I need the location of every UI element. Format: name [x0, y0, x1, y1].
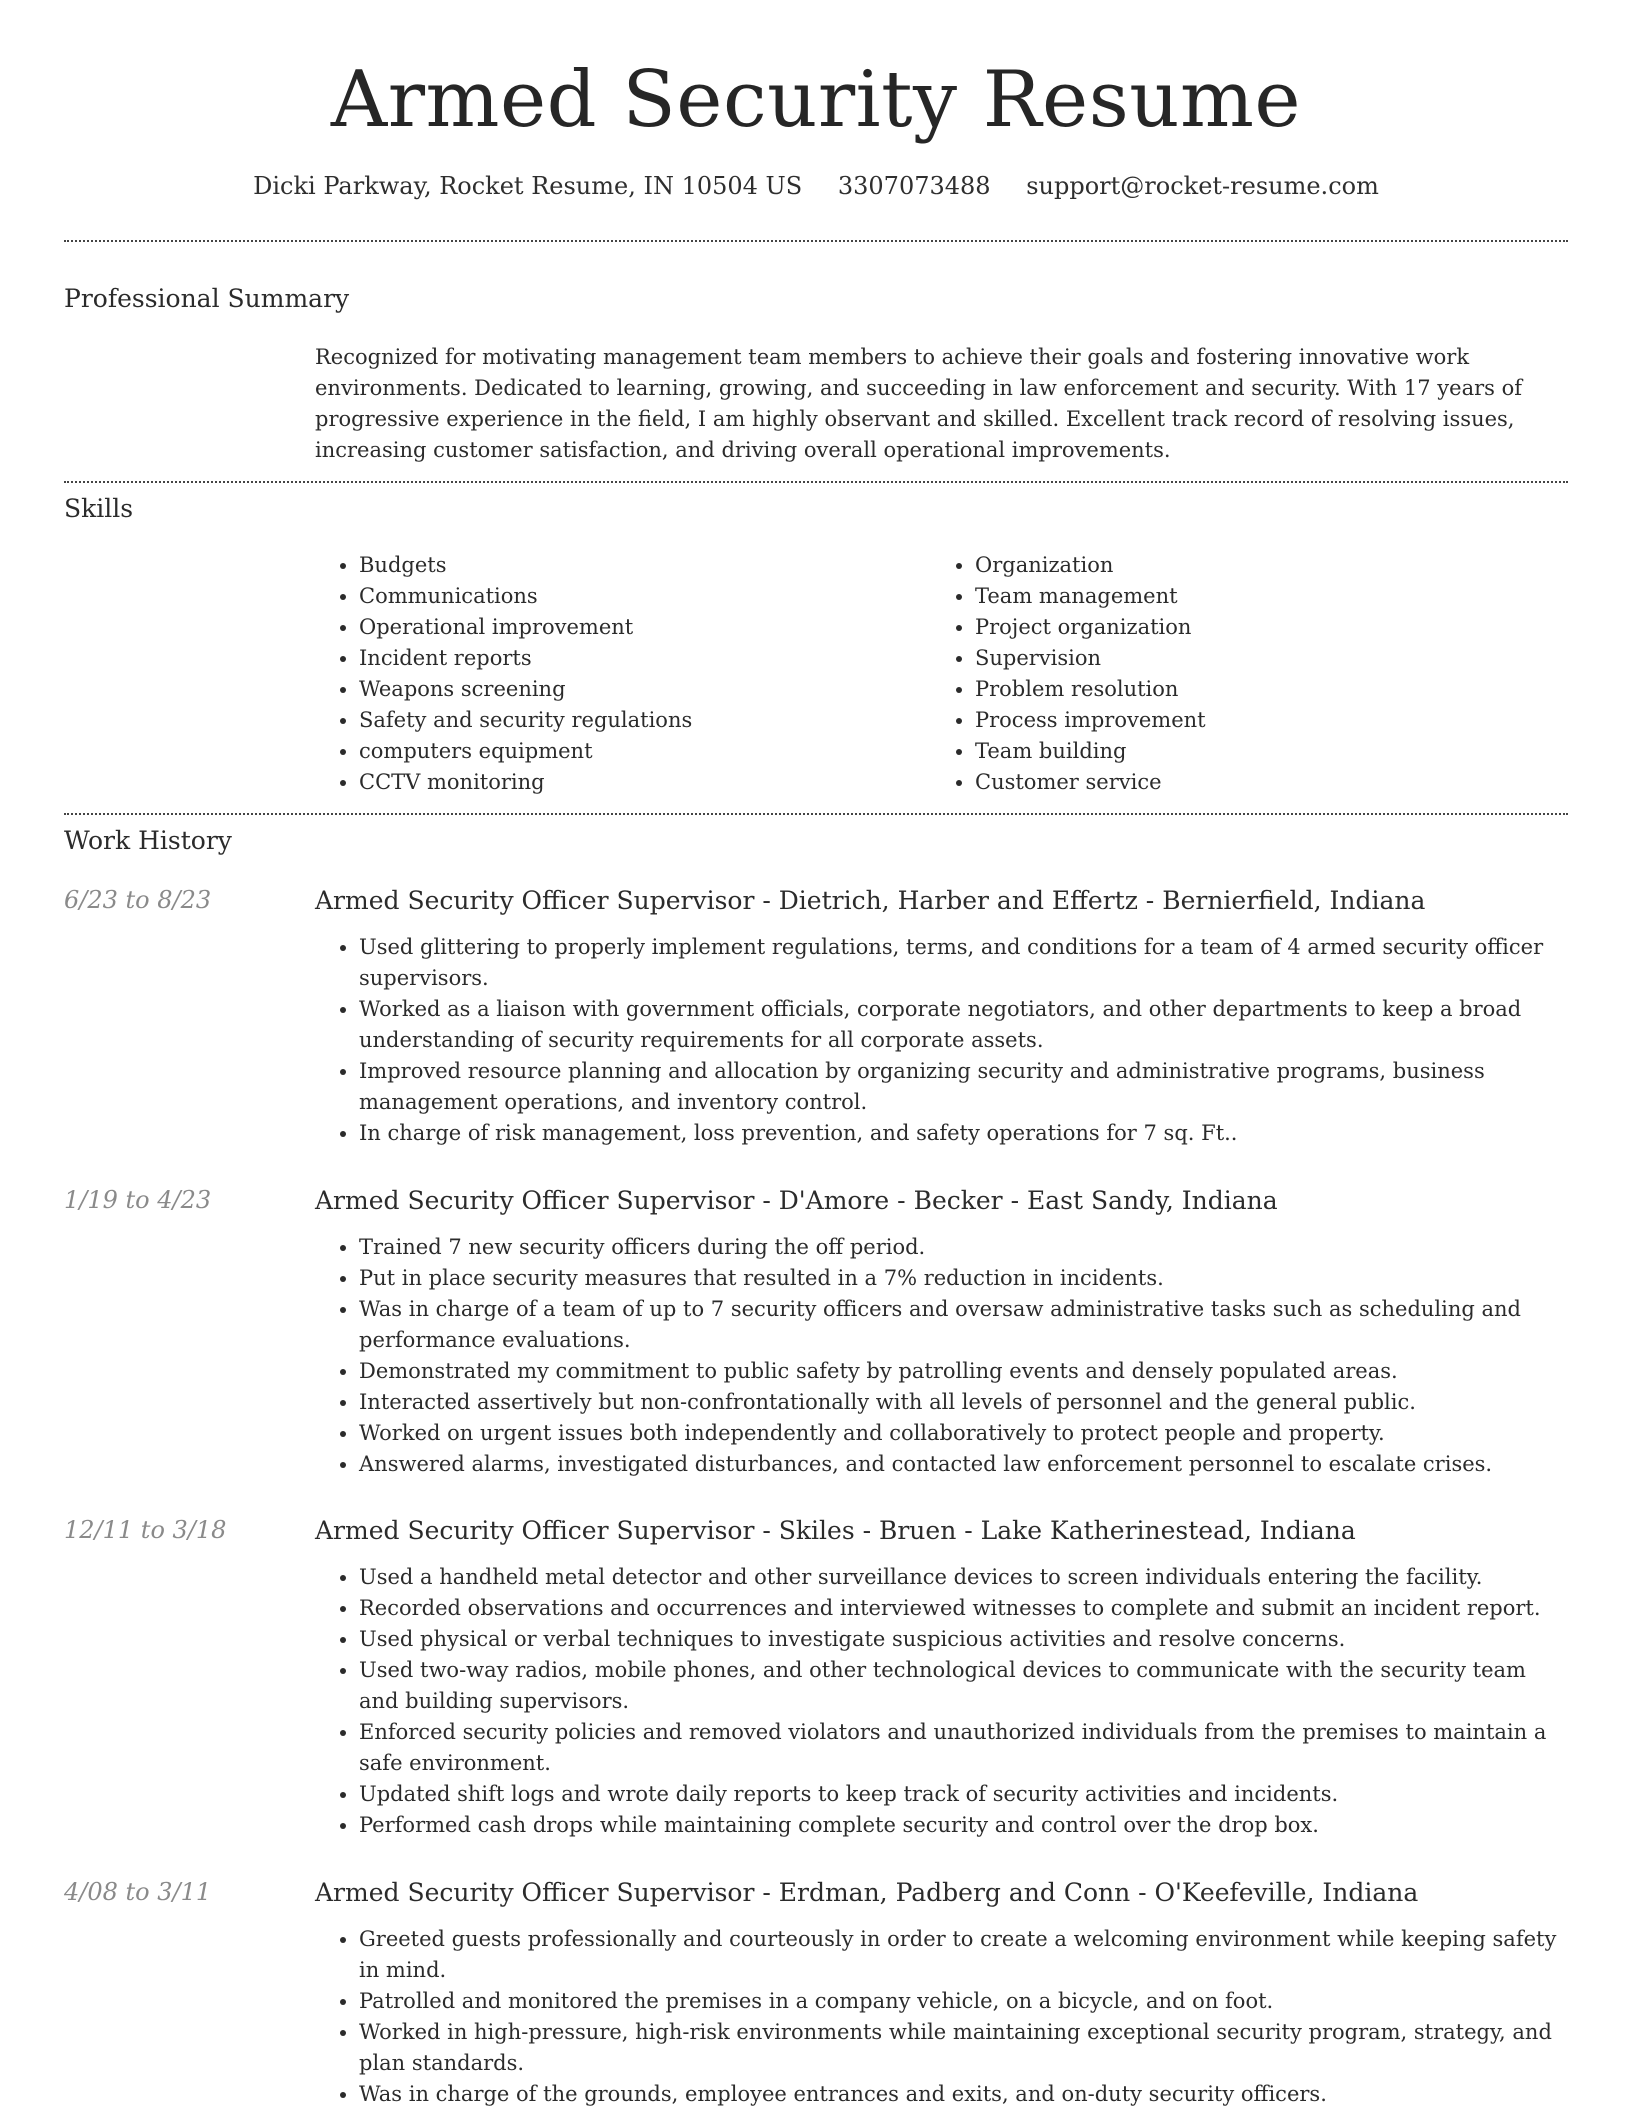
list-item: • Interacted assertively but non-confrontationally with all levels of personnel and the general public.	[359, 1387, 1568, 1418]
job-dates: 12/11 to 3/18	[64, 1516, 227, 1544]
skills-list	[315, 550, 1567, 798]
list-item: • Improved resource planning and allocation by organizing security and administrative programs, business management operations, and inventory control.	[359, 1056, 1568, 1118]
summary-heading: Professional Summary	[64, 284, 350, 313]
list-item: • Safety and security regulations	[359, 705, 931, 736]
job-dates: 4/08 to 3/11	[64, 1878, 212, 1906]
list-item: • Worked on urgent issues both independently and collaboratively to protect people and property.	[359, 1418, 1568, 1449]
job-bullets	[315, 932, 1568, 1149]
job-heading: Armed Security Officer Supervisor - D'Amore - Becker - East Sandy, Indiana	[315, 1186, 1278, 1215]
list-item: • Worked in high-pressure, high-risk environments while maintaining exceptional security program, strategy, and plan standards.	[359, 2017, 1568, 2079]
skills-column-right	[931, 550, 1555, 798]
list-item: • Process improvement	[975, 705, 1555, 736]
list-item: • CCTV monitoring	[359, 767, 931, 798]
phone: 3307073488	[837, 172, 991, 200]
address: Dicki Parkway, Rocket Resume, IN 10504 US	[253, 172, 803, 200]
list-item: • Performed cash drops while maintaining complete security and control over the drop box.	[359, 1810, 1568, 1841]
list-item: • Was in charge of a team of up to 7 security officers and oversaw administrative tasks such as scheduling and performance evaluations.	[359, 1294, 1568, 1356]
list-item: • Used two-way radios, mobile phones, and other technological devices to communicate with the security team and building supervisors.	[359, 1655, 1568, 1717]
skills-column-left	[315, 550, 931, 798]
divider	[64, 813, 1568, 815]
list-item: • Weapons screening	[359, 674, 931, 705]
list-item: • In charge of risk management, loss prevention, and safety operations for 7 sq. Ft..	[359, 1118, 1568, 1149]
list-item: • Put in place security measures that resulted in a 7% reduction in incidents.	[359, 1263, 1568, 1294]
contact-line	[0, 172, 1632, 200]
list-item: • Demonstrated my commitment to public safety by patrolling events and densely populated areas.	[359, 1356, 1568, 1387]
list-item: • Problem resolution	[975, 674, 1555, 705]
list-item: • Incident reports	[359, 643, 931, 674]
list-item: • Enforced security policies and removed violators and unauthorized individuals from the premises to maintain a safe environment.	[359, 1717, 1568, 1779]
list-item: • Organization	[975, 550, 1555, 581]
list-item: • Used physical or verbal techniques to investigate suspicious activities and resolve concerns.	[359, 1624, 1568, 1655]
list-item: • Worked as a liaison with government officials, corporate negotiators, and other departments to keep a broad understanding of security requirements for all corporate assets.	[359, 994, 1568, 1056]
summary-text: Recognized for motivating management team members to achieve their goals and fostering innovative work environments. Dedicated to learning, growing, and succeeding in law enforcement and security. With 17 years of progressive experience in the field, I am highly observant and skilled. Excellent track record of resolving issues, increasing customer satisfaction, and driving overall operational improvements.	[315, 345, 1522, 462]
job-heading: Armed Security Officer Supervisor - Skiles - Bruen - Lake Katherinestead, Indiana	[315, 1516, 1356, 1545]
list-item: • Used glittering to properly implement regulations, terms, and conditions for a team of 4 armed security officer supervisors.	[359, 932, 1568, 994]
list-item: • Used a handheld metal detector and other surveillance devices to screen individuals entering the facility.	[359, 1562, 1568, 1593]
list-item: • computers equipment	[359, 736, 931, 767]
email: support@rocket-resume.com	[1026, 172, 1379, 200]
list-item: • Patrolled and monitored the premises in a company vehicle, on a bicycle, and on foot.	[359, 1986, 1568, 2017]
job-heading: Armed Security Officer Supervisor - Erdman, Padberg and Conn - O'Keefeville, Indiana	[315, 1878, 1419, 1907]
job-bullets	[315, 1562, 1568, 1841]
work-history-heading: Work History	[64, 826, 232, 855]
list-item: • Project organization	[975, 612, 1555, 643]
divider	[64, 481, 1568, 483]
list-item: • Trained 7 new security officers during the off period.	[359, 1232, 1568, 1263]
list-item: • Budgets	[359, 550, 931, 581]
list-item: • Team management	[975, 581, 1555, 612]
list-item: • Communications	[359, 581, 931, 612]
list-item: • Operational improvement	[359, 612, 931, 643]
list-item: • Supervision	[975, 643, 1555, 674]
skills-heading: Skills	[64, 494, 134, 523]
list-item: • Recorded observations and occurrences and interviewed witnesses to complete and submit an incident report.	[359, 1593, 1568, 1624]
list-item: • Answered alarms, investigated disturbances, and contacted law enforcement personnel to escalate crises.	[359, 1449, 1568, 1480]
job-bullets	[315, 1924, 1568, 2110]
divider	[64, 240, 1568, 242]
job-dates: 1/19 to 4/23	[64, 1186, 212, 1214]
list-item: • Team building	[975, 736, 1555, 767]
resume-title: Armed Security Resume	[330, 55, 1302, 145]
list-item: • Greeted guests professionally and courteously in order to create a welcoming environment while keeping safety in mind.	[359, 1924, 1568, 1986]
list-item: • Updated shift logs and wrote daily reports to keep track of security activities and incidents.	[359, 1779, 1568, 1810]
list-item: • Customer service	[975, 767, 1555, 798]
job-dates: 6/23 to 8/23	[64, 886, 212, 914]
job-heading: Armed Security Officer Supervisor - Dietrich, Harber and Effertz - Bernierfield, Indiana	[315, 886, 1426, 915]
list-item: • Was in charge of the grounds, employee entrances and exits, and on-duty security officers.	[359, 2079, 1568, 2110]
job-bullets	[315, 1232, 1568, 1480]
